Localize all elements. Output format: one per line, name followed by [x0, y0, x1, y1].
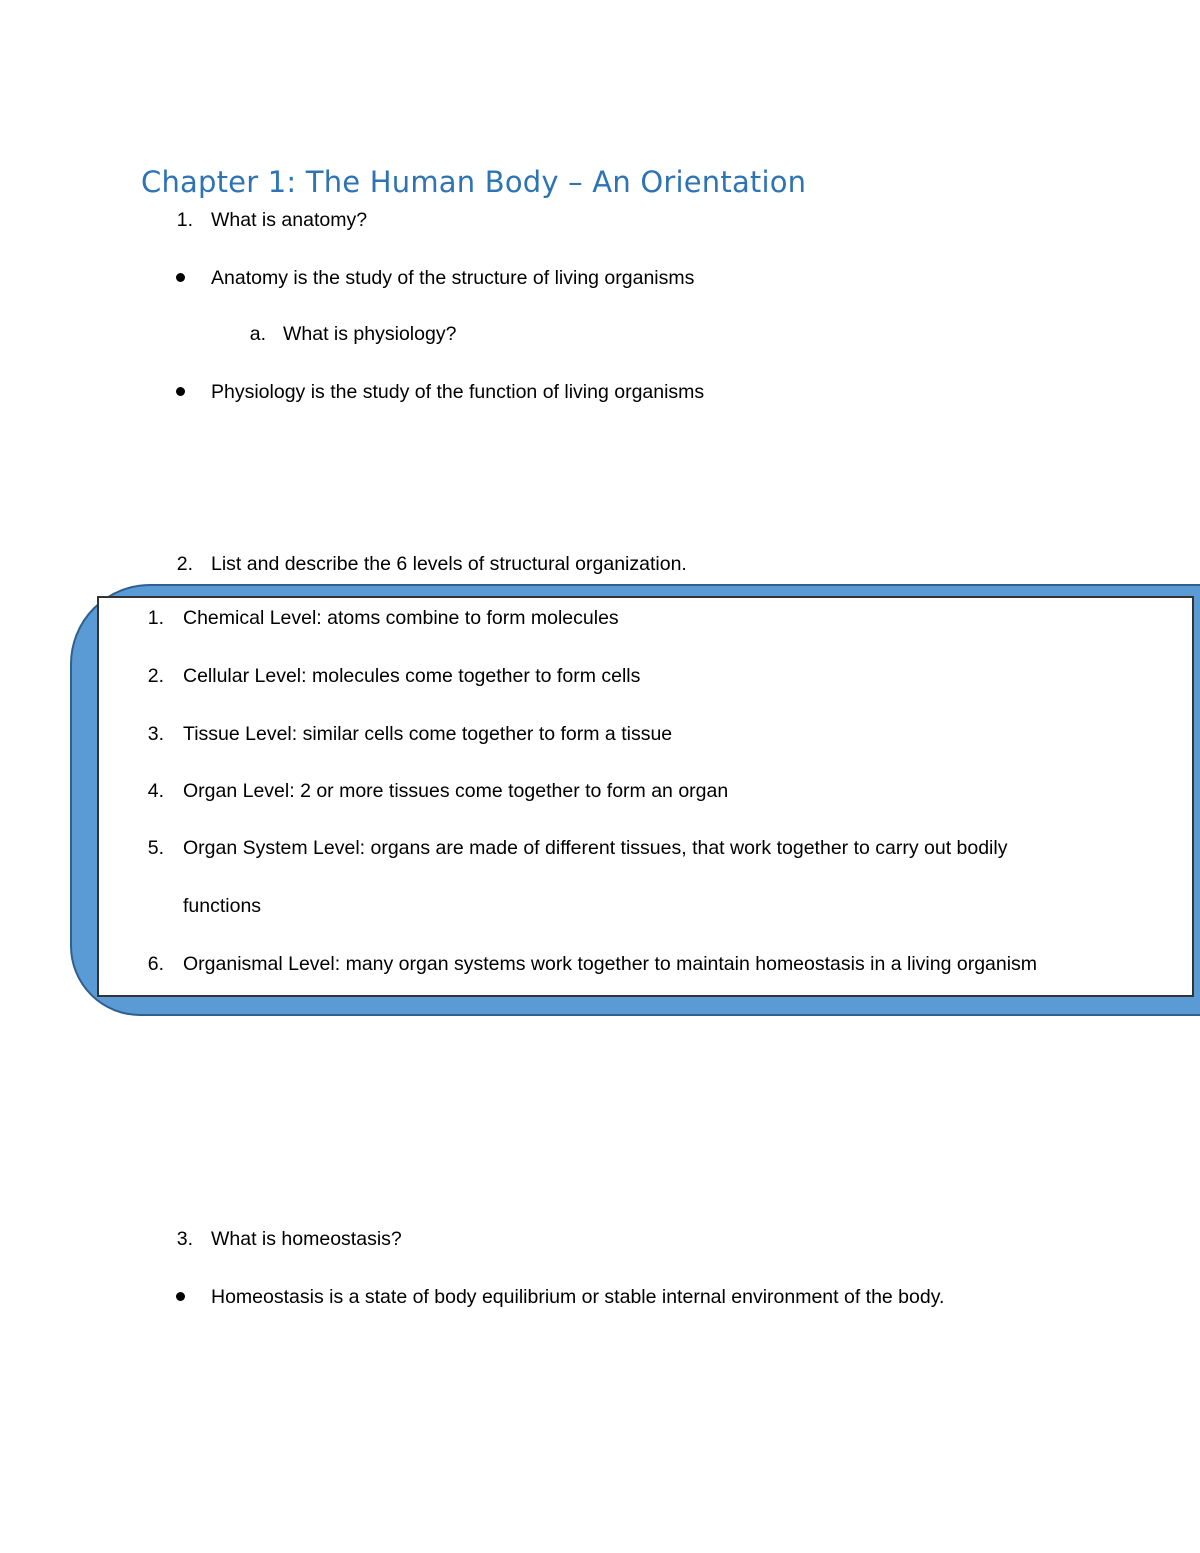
question-1-text: What is anatomy?: [211, 209, 368, 231]
level-4-text: Organ Level: 2 or more tissues come together to form an organ: [183, 780, 729, 802]
question-2-number: 2.: [176, 553, 193, 575]
question-3-text: What is homeostasis?: [211, 1228, 402, 1250]
level-3-number: 3.: [147, 723, 164, 745]
question-1a-number: a.: [249, 323, 266, 345]
page-title: Chapter 1: The Human Body – An Orientation: [141, 165, 807, 199]
question-1a-text: What is physiology?: [283, 323, 457, 345]
answer-1-text: Anatomy is the study of the structure of living organisms: [211, 267, 695, 289]
bullet-icon: [176, 387, 185, 396]
answer-1a-text: Physiology is the study of the function of living organisms: [211, 381, 705, 403]
level-5-number: 5.: [147, 837, 164, 859]
question-2-text: List and describe the 6 levels of structural organization.: [211, 553, 687, 575]
level-2-number: 2.: [147, 665, 164, 687]
level-5-continuation: functions: [183, 895, 262, 917]
answer-3-text: Homeostasis is a state of body equilibrium or stable internal environment of the body.: [211, 1286, 945, 1308]
bullet-icon: [176, 273, 185, 282]
question-3-number: 3.: [176, 1228, 193, 1250]
level-3-text: Tissue Level: similar cells come together to form a tissue: [183, 723, 673, 745]
level-6-number: 6.: [147, 953, 164, 975]
question-1-number: 1.: [176, 209, 193, 231]
level-1-number: 1.: [147, 607, 164, 629]
level-2-text: Cellular Level: molecules come together to form cells: [183, 665, 641, 687]
level-5-text: Organ System Level: organs are made of different tissues, that work together to carry out bodily: [183, 837, 1008, 859]
level-6-text: Organismal Level: many organ systems work together to maintain homeostasis in a living organism: [183, 953, 1038, 975]
level-1-text: Chemical Level: atoms combine to form molecules: [183, 607, 619, 629]
level-4-number: 4.: [147, 780, 164, 802]
bullet-icon: [176, 1292, 185, 1301]
